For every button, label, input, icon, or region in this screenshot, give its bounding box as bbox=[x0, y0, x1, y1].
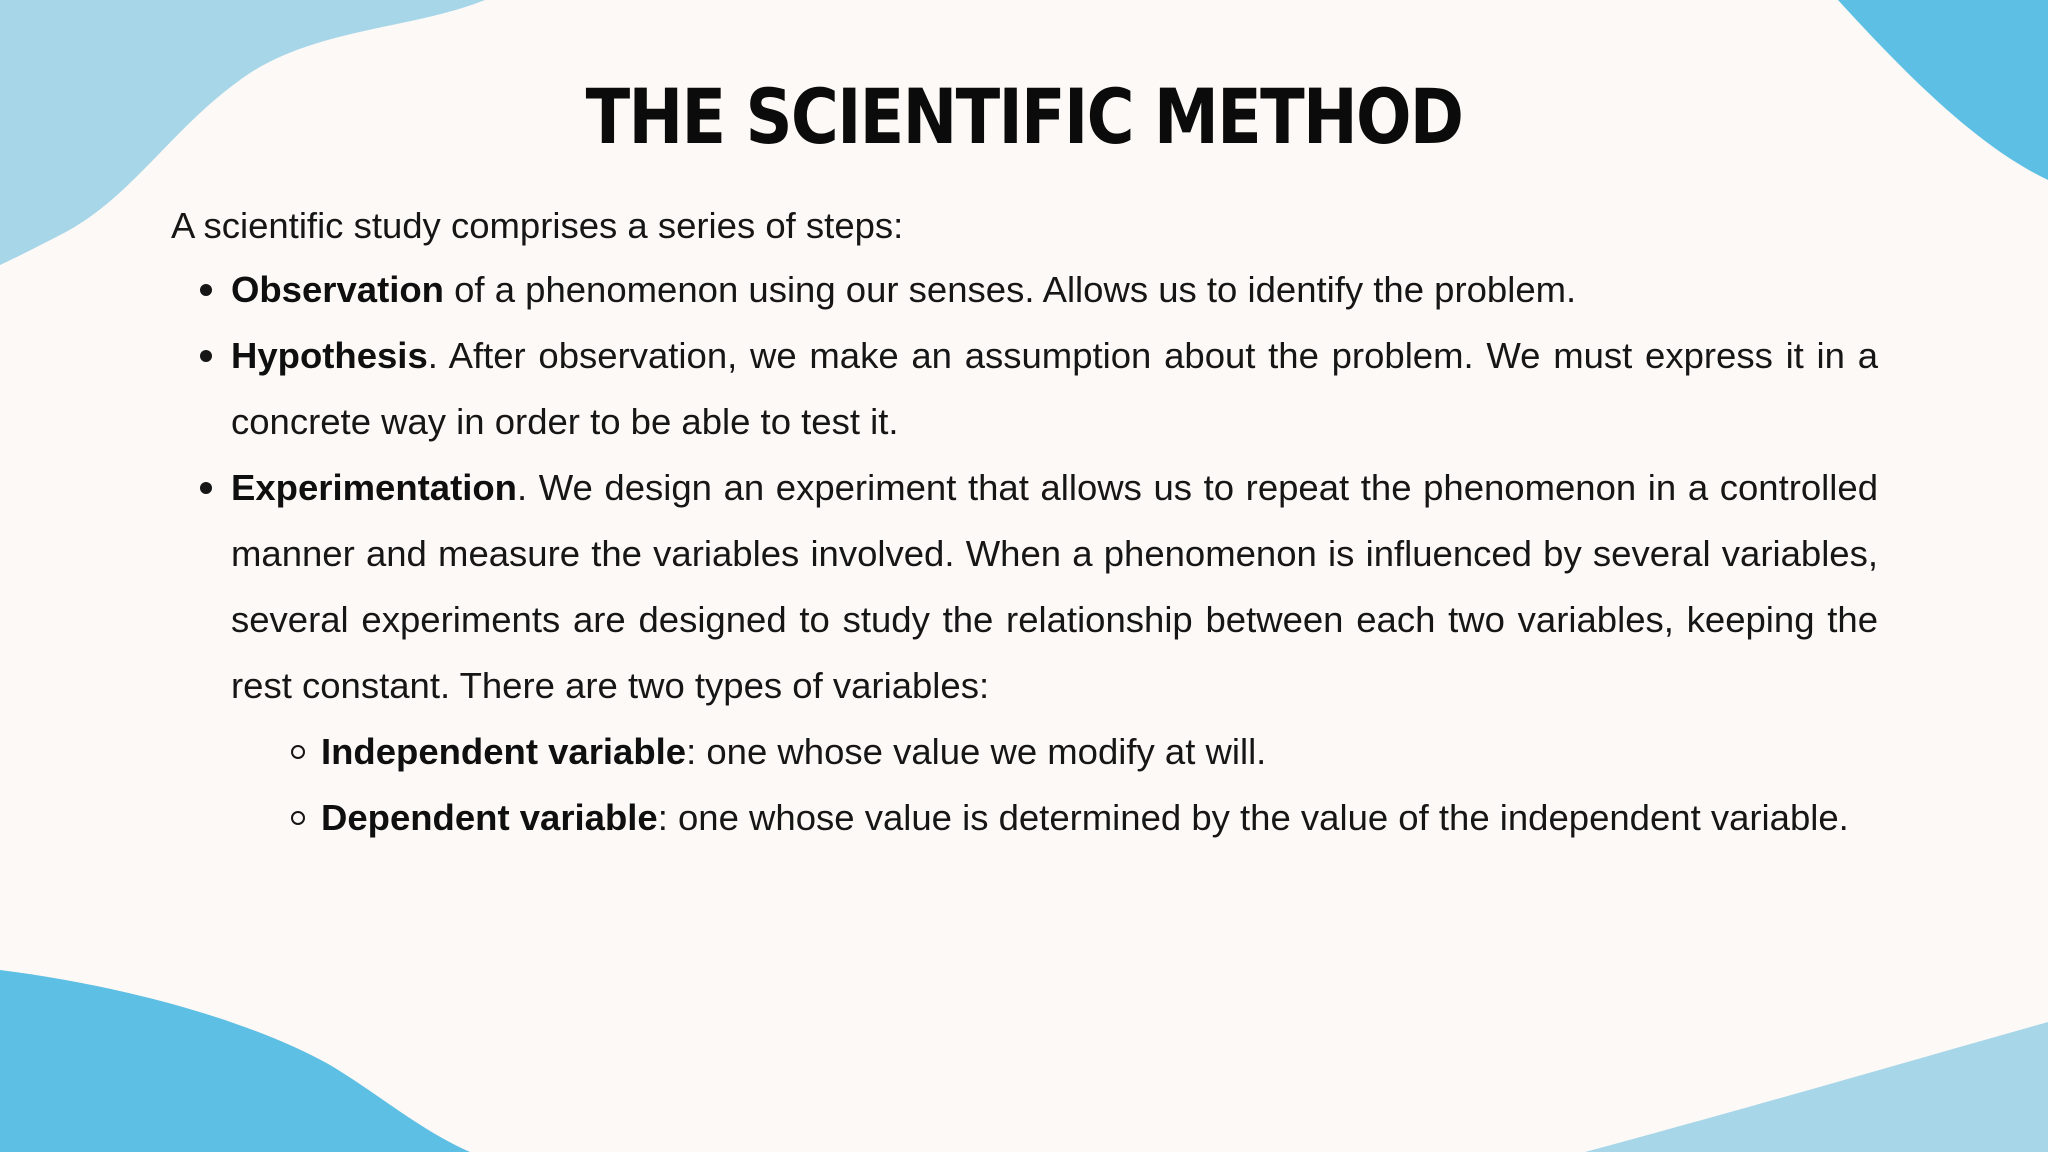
step-text: . We design an experiment that allows us to repeat the phenomenon in a controlled manner and measure the variables involved. When a phenomenon is influenced by several variables, several experiments are designed to study the relationship between each two variables, keeping the rest constant. There are two types of variables: bbox=[231, 467, 1878, 706]
sub-item-independent-variable bbox=[291, 719, 1878, 785]
variable-types-list bbox=[231, 719, 1878, 851]
bullet-dot-icon bbox=[200, 482, 212, 494]
bullet-dot-icon bbox=[200, 284, 212, 296]
bullet-dot-icon bbox=[200, 350, 212, 362]
bullet-ring-icon bbox=[291, 811, 305, 825]
step-term: Experimentation bbox=[231, 467, 517, 508]
bottom-right-wave-shape bbox=[1585, 1022, 2048, 1152]
step-experimentation bbox=[171, 455, 1878, 851]
step-text: of a phenomenon using our senses. Allows us to identify the problem. bbox=[443, 269, 1577, 310]
sub-item-text: : one whose value is determined by the value of the independent variable. bbox=[657, 797, 1849, 838]
step-observation bbox=[171, 257, 1878, 323]
slide-body bbox=[171, 195, 1878, 851]
sub-item-term: Dependent variable bbox=[321, 797, 658, 838]
steps-list bbox=[171, 257, 1878, 851]
step-term: Observation bbox=[231, 269, 444, 310]
sub-item-dependent-variable bbox=[291, 785, 1878, 851]
bottom-left-wave-shape bbox=[0, 970, 470, 1152]
sub-item-term: Independent variable bbox=[321, 731, 687, 772]
step-term: Hypothesis bbox=[231, 335, 428, 376]
intro-text: A scientific study comprises a series of steps: bbox=[171, 205, 904, 246]
bullet-ring-icon bbox=[291, 745, 305, 759]
sub-item-text: : one whose value we modify at will. bbox=[686, 731, 1267, 772]
slide-title: THE SCIENTIFIC METHOD bbox=[585, 72, 1463, 161]
step-text: . After observation, we make an assumption about the problem. We must express it in a concrete way in order to be able to test it. bbox=[231, 335, 1878, 442]
step-hypothesis bbox=[171, 323, 1878, 455]
